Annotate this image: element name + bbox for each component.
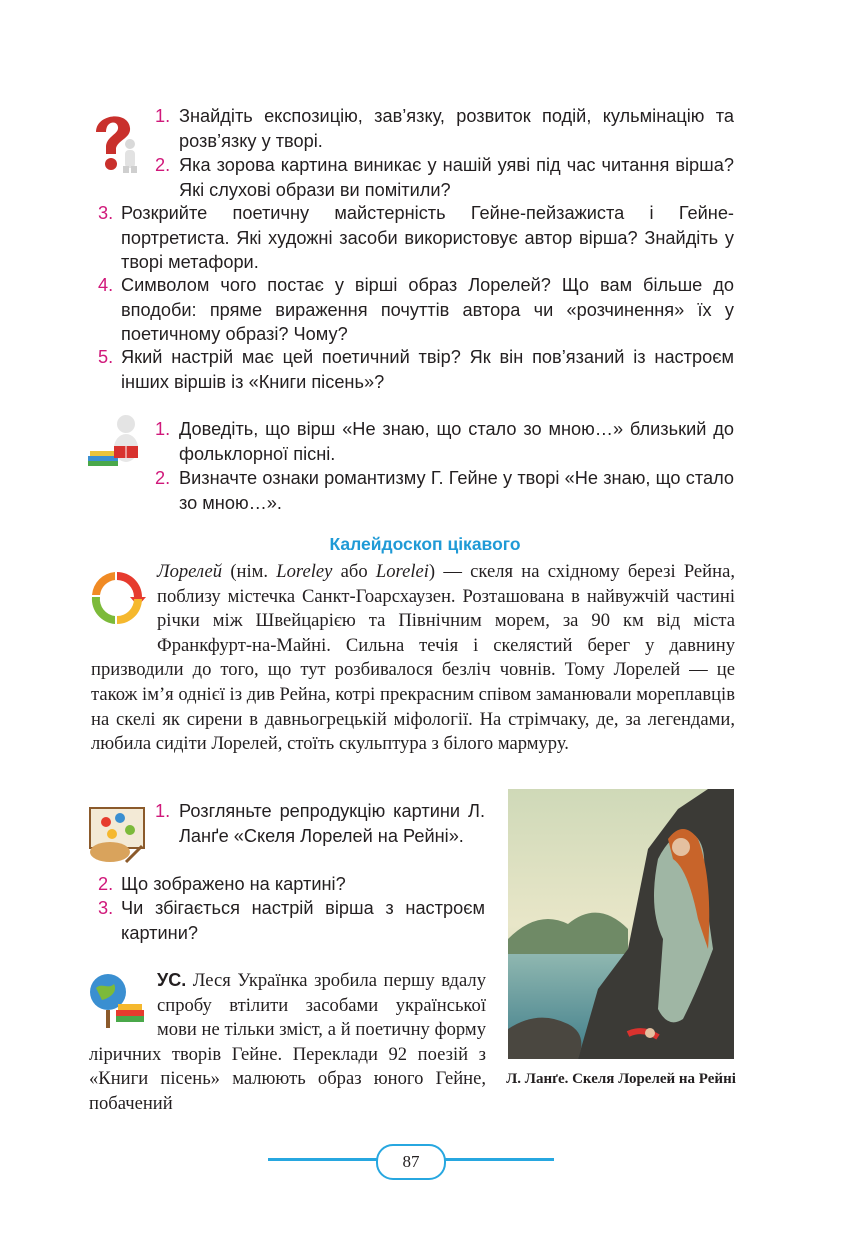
- section-title: Калейдоскоп цікавого: [329, 534, 521, 554]
- reading-person-icon: [86, 408, 148, 470]
- variant: Loreley: [276, 561, 333, 582]
- item-text: Розгляньте репродукцію картини Л. Ланґе «Скеля Лорелей на Рейні».: [179, 801, 485, 846]
- list-item: [98, 345, 734, 394]
- item-number: 1.: [155, 801, 171, 821]
- item-number: 1.: [155, 419, 171, 439]
- item-text: Доведіть, що вірш «Не знаю, що стало зо мною…» близький до фольклорної пісні.: [179, 419, 734, 464]
- us-label: УС.: [157, 970, 187, 990]
- item-text: Що зображено на картині?: [121, 874, 346, 894]
- item-text: Визначте ознаки романтизму Г. Гейне у творі «Не знаю, що стало зо мною…».: [179, 468, 734, 513]
- item-text: Розкрийте поетичну майстерність Гейне-пейзажиста і Гейне-портретиста. Які художні засоби використовує автор вірша? Знайдіть у творі метафори.: [121, 203, 734, 272]
- item-text: Символом чого постає у вірші образ Лорелей? Що вам більше до вподоби: пряме вираження почуттів автора чи «розчинення» їх у поетичному образі? Чому?: [121, 275, 734, 344]
- us-text: [89, 968, 486, 1117]
- page-line-left: [268, 1158, 378, 1161]
- us-body: Леся Українка зробила першу вдалу спробу втілити засобами української мови не тільки зміст, а й поетичну форму ліричних творів Гейне. Переклади 92 поезій з «Книги пісень» малюють образ юного Гейне, побачений: [89, 970, 486, 1114]
- item-text: Знайдіть експозицію, зав’язку, розвиток подій, кульмінацію та розв’язку у творі.: [179, 106, 734, 151]
- question-person-icon: [88, 108, 144, 174]
- item-number: 2.: [155, 155, 171, 175]
- list-item: [155, 153, 734, 202]
- item-number: 3.: [98, 898, 114, 918]
- page-line-right: [442, 1158, 554, 1161]
- palette-icon: [86, 806, 148, 864]
- list-item: [155, 799, 485, 873]
- painting-image: [508, 789, 734, 1059]
- item-number: 3.: [98, 203, 114, 223]
- text-fragment: ) — скеля на східному березі Рейна, поблизу містечка Санкт-Гоарсхаузен. Розташована в найвужчій частині річки між Швейцарією та Північним морем, за 90 км від міста Франкфурт-на-Майні. Сильна течія і скелястий берег у давнину призводили до того, що тут розбивалося безліч човнів. Тому Лорелей — це також ім’я однієї із див Рейна, котрі прекрасним співом заманювали мореплавців на скелі як сирени в давньогрецькій міфології. На стрімчаку, де, за легендами, любила сидіти Лорелей, стоїть скульптура з білого мармуру.: [91, 561, 735, 755]
- text-fragment: (нім.: [222, 561, 277, 582]
- item-number: 1.: [155, 106, 171, 126]
- page-number: 87: [376, 1144, 446, 1180]
- icon-spacer: [89, 968, 157, 1040]
- painting-caption: Л. Ланґе. Скеля Лорелей на Рейні: [506, 1071, 736, 1087]
- variant: Lorelei: [375, 561, 429, 582]
- list-item: [98, 201, 734, 275]
- item-text: Чи збігається настрій вірша з настроєм картини?: [121, 898, 485, 943]
- item-number: 4.: [98, 275, 114, 295]
- item-number: 2.: [98, 874, 114, 894]
- term: Лорелей: [157, 561, 223, 582]
- list-item: [98, 273, 734, 347]
- kaleidoscope-text: [91, 560, 735, 757]
- list-item: [98, 896, 485, 945]
- list-item: [155, 466, 734, 515]
- item-text: Яка зорова картина виникає у нашій уяві під час читання вірша? Які слухові образи ви помітили?: [179, 155, 734, 200]
- item-text: Який настрій має цей поетичний твір? Як він пов’язаний із настроєм інших віршів із «Книги пісень»?: [121, 347, 734, 392]
- item-number: 5.: [98, 347, 114, 367]
- list-item: [98, 872, 485, 896]
- list-item: [155, 104, 734, 153]
- item-number: 2.: [155, 468, 171, 488]
- list-item: [155, 417, 734, 466]
- text-fragment: або: [332, 561, 376, 582]
- icon-spacer: [91, 560, 157, 636]
